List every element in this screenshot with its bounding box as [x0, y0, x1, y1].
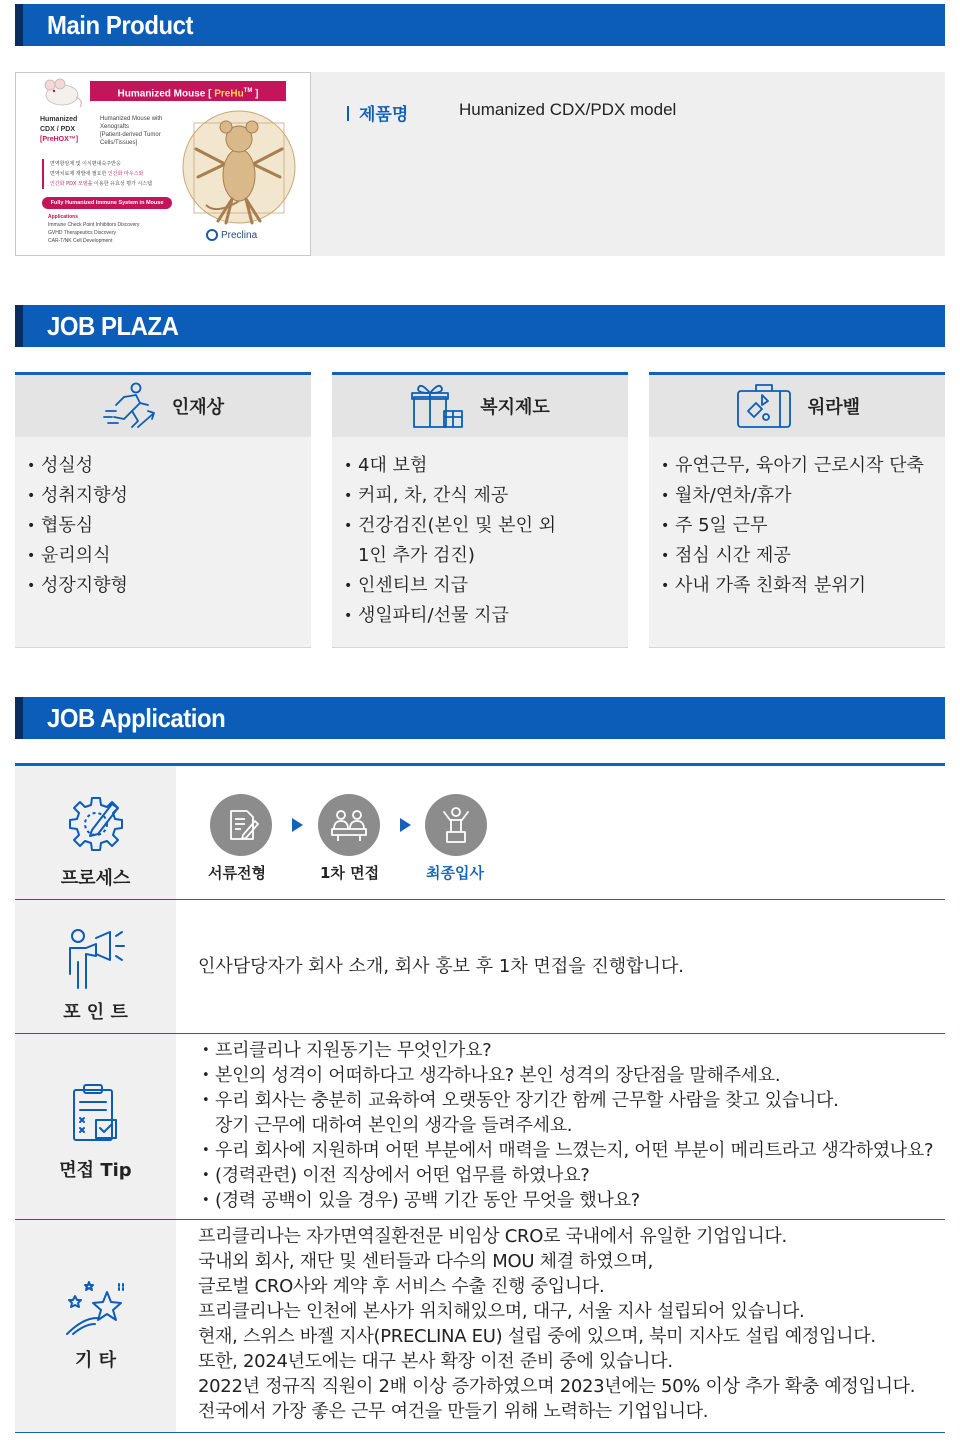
gift-icon: [410, 381, 466, 431]
gear-pencil-icon: [64, 794, 128, 856]
step-document-screening: [210, 794, 272, 856]
etc-line: 글로벌 CRO사와 계약 후 서비스 수출 진행 중입니다.: [198, 1276, 605, 1297]
product-korean-text: 면역항암제 및 이식편대숙주반응 면역치료제 개발에 필요한 인간화 마우스와 인간화 PDX 모델을 이용한 유효성 평가 시스템: [42, 159, 192, 189]
list-item: • 협동심: [27, 511, 311, 541]
list-item: • 생일파티/선물 지급: [344, 601, 628, 631]
list-item: • (경력관련) 이전 직상에서 어떤 업무를 하였나요?: [202, 1163, 933, 1188]
product-mid-text: Humanized Mouse with Xenografts [Patient-derived Tumor Cells/Tissues]: [100, 116, 163, 146]
preclina-logo: Preclina: [206, 229, 257, 241]
suitcase-icon: [734, 381, 794, 431]
list-item: • 윤리의식: [27, 541, 311, 571]
plaza-list-welfare: [332, 437, 628, 631]
list-item: 장기 근무에 대하여 본인의 생각을 들려주세요.: [215, 1115, 573, 1136]
list-item: • 커피, 차, 간식 제공: [344, 481, 628, 511]
interview-icon: [330, 807, 368, 843]
plaza-list-worklife: [649, 437, 945, 601]
product-pill: Fully Humanized Immune System in Mouse: [42, 197, 172, 209]
list-item: • 인센티브 지급: [344, 571, 628, 601]
arrow-right-icon: [400, 818, 411, 832]
point-row: [15, 900, 945, 1034]
etc-row: [15, 1220, 945, 1433]
step-label-document: 서류전형: [208, 864, 266, 882]
step-label-interview: 1차 면접: [320, 864, 380, 882]
winner-podium-icon: [438, 806, 474, 844]
list-item: • 주 5일 근무: [661, 511, 945, 541]
shooting-star-icon: [63, 1278, 129, 1338]
etc-text: [198, 1224, 915, 1424]
list-item: • 프리클리나 지원동기는 무엇인가요?: [202, 1038, 933, 1063]
tip-label: 면접 Tip: [59, 1160, 132, 1181]
plaza-title-talent: 인재상: [171, 397, 225, 418]
list-item: • 4대 보험: [344, 451, 628, 481]
product-applications: Applications Immune Check Point Inhibitors Discovery GVHD Therapeutics Discovery CAR-T/NK Cell Development: [48, 214, 140, 244]
list-item: • 성취지향성: [27, 481, 311, 511]
step-label-final: 최종입사: [426, 864, 484, 882]
step-first-interview: [318, 794, 380, 856]
product-image: [15, 72, 311, 256]
tip-row: [15, 1034, 945, 1220]
list-item: • 월차/연차/휴가: [661, 481, 945, 511]
etc-line: 또한, 2024년도에는 대구 본사 확장 이전 준비 중에 있습니다.: [198, 1351, 673, 1372]
clipboard-checklist-icon: [70, 1082, 122, 1144]
job-plaza-header: JOB PLAZA: [15, 305, 945, 347]
list-item: • 우리 회사에 지원하며 어떤 부분에서 매력을 느꼈는지, 어떤 부분이 메리트라고 생각하였나요?: [202, 1138, 933, 1163]
product-left-text: Humanized CDX / PDX [PreHOX™]: [40, 116, 79, 143]
process-row: [15, 766, 945, 900]
etc-line: 국내외 회사, 재단 및 센터들과 다수의 MOU 체결 하였으며,: [198, 1251, 654, 1272]
product-name-value: Humanized CDX/PDX model: [459, 100, 677, 119]
tip-list: [202, 1038, 933, 1213]
plaza-title-worklife: 워라밸: [807, 397, 861, 418]
point-text: 인사담당자가 회사 소개, 회사 홍보 후 1차 면접을 진행합니다.: [198, 956, 684, 977]
plaza-title-welfare: 복지제도: [480, 397, 550, 418]
list-item: • 우리 회사는 충분히 교육하여 오랫동안 장기간 함께 근무할 사람을 찾고 있습니다.: [202, 1088, 933, 1113]
main-product-header: Main Product: [15, 4, 945, 46]
arrow-right-icon: [292, 818, 303, 832]
plaza-card-talent: [15, 372, 311, 648]
etc-line: 전국에서 가장 좋은 근무 여건을 만들기 위해 노력하는 기업입니다.: [198, 1401, 709, 1422]
etc-line: 2022년 정규직 직원이 2배 이상 증가하였으며 2023년에는 50% 이상 추가 확충 예정입니다.: [198, 1376, 916, 1397]
list-item: • (경력 공백이 있을 경우) 공백 기간 동안 무엇을 했나요?: [202, 1188, 933, 1213]
job-application-table: [15, 763, 945, 1433]
list-item: • 점심 시간 제공: [661, 541, 945, 571]
list-item: • 유연근무, 육아기 근로시작 단축: [661, 451, 945, 481]
etc-line: 현재, 스위스 바젤 지사(PRECLINA EU) 설립 중에 있으며, 북미 지사도 설립 예정입니다.: [198, 1326, 876, 1347]
etc-label: 기 타: [74, 1350, 117, 1371]
list-item: • 본인의 성격이 어떠하다고 생각하나요? 본인 성격의 장단점을 말해주세요.: [202, 1063, 933, 1088]
list-item: • 건강검진(본인 및 본인 외: [344, 511, 628, 541]
plaza-card-welfare: [332, 372, 628, 648]
product-name-label: 제품명: [347, 100, 408, 125]
list-item: • 성장지향형: [27, 571, 311, 601]
list-item: 1인 추가 검진): [358, 545, 475, 566]
list-item: • 성실성: [27, 451, 311, 481]
list-item: • 사내 가족 친화적 분위기: [661, 571, 945, 601]
etc-line: 프리클리나는 인천에 본사가 위치해있으며, 대구, 서울 지사 설립되어 있습니다.: [198, 1301, 805, 1322]
running-person-icon: [102, 381, 158, 431]
step-final-hire: [425, 794, 487, 856]
vitruvian-mouse-illustration: [176, 105, 302, 229]
plaza-list-talent: [15, 437, 311, 601]
product-banner: Humanized Mouse [ PreHu™ ]: [90, 81, 286, 101]
document-icon: [223, 807, 259, 843]
etc-line: 프리클리나는 자가면역질환전문 비임상 CRO로 국내에서 유일한 기업입니다.: [198, 1226, 787, 1247]
process-label: 프로세스: [60, 868, 131, 889]
main-product-row: [15, 72, 945, 256]
small-mouse-icon: [36, 75, 86, 109]
megaphone-person-icon: [64, 926, 128, 990]
point-label: 포 인 트: [63, 1002, 128, 1023]
job-application-header: JOB Application: [15, 697, 945, 739]
plaza-card-worklife: [649, 372, 945, 648]
